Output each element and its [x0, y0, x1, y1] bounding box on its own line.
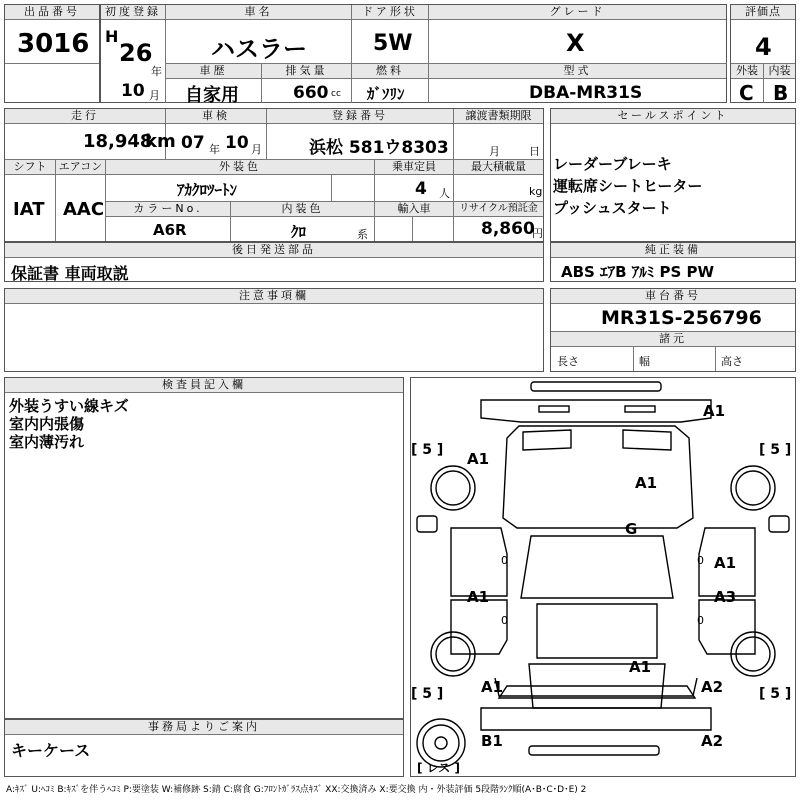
damage-mark: A1 [703, 402, 726, 420]
model-code: DBA-MR31S [529, 83, 643, 103]
fuel: ｶﾞｿﾘﾝ [367, 85, 405, 103]
transfer-day-unit: 日 [529, 145, 540, 158]
front-end-outline [481, 400, 711, 422]
later-parts-text: 保証書 車両取説 [11, 264, 129, 283]
ext-label: 外装 [731, 64, 763, 79]
tire-tread: [ 5 ] [411, 442, 444, 458]
grade-label: グレード [429, 5, 726, 20]
left-rear-door-outline [451, 600, 507, 654]
load-label: 最大積載量 [454, 160, 543, 175]
inspector-note: 室内内張傷 [9, 415, 85, 433]
shift-label: シフト [5, 160, 55, 175]
capacity-unit: 人 [439, 187, 450, 200]
spare-wheel [417, 719, 465, 767]
interior-color: ｸﾛ [291, 223, 307, 241]
transfer-label: 譲渡書類期限 [454, 109, 543, 124]
notes-box [4, 288, 544, 372]
ext-grade: C [739, 81, 754, 105]
capacity-label: 乗車定員 [375, 160, 453, 175]
length-label: 長さ [557, 355, 579, 368]
inspector-box [4, 377, 404, 719]
shift: IAT [13, 199, 45, 220]
sales-point: プッシュスタート [553, 199, 672, 217]
reg-year: 26 [119, 39, 153, 67]
import-label: 輸入車 [375, 202, 453, 217]
score: 4 [755, 33, 772, 61]
roof-outline [537, 604, 657, 658]
equipment-text: ABS ｴｱB ｱﾙﾐ PS PW [561, 263, 715, 281]
door-zero: 0 [501, 614, 508, 627]
plate-number: 浜松 581ウ8303 [309, 138, 449, 158]
damage-mark: A1 [629, 658, 652, 676]
equipment-box [550, 242, 796, 282]
history-label: 車歴 [166, 64, 261, 79]
chassis-number: MR31S-256796 [601, 307, 762, 329]
office-text: キーケース [11, 741, 91, 760]
displacement-unit: cc [331, 89, 341, 99]
car-name: ハスラー [211, 35, 307, 63]
inspector-note: 室内薄汚れ [9, 433, 85, 451]
equipment-label: 純正装備 [551, 243, 795, 258]
damage-mark: A2 [701, 678, 724, 696]
legend: A:ｷｽﾞ U:ﾍｺﾐ B:ｷｽﾞを伴うﾍｺﾐ P:要塗装 W:補修跡 S:錆 C:腐食 G:ﾌﾛﾝﾄｶﾞﾗｽ点ｷｽﾞ XX:交換済み X:要交換 内・外装評価 5段階ﾗﾝｸ順(A･B･C･D･E) 2 [6, 785, 587, 795]
car-name-label: 車名 [166, 5, 351, 20]
recycle-unit: 円 [532, 227, 543, 240]
inspector-note: 外装うすい線キズ [9, 397, 129, 415]
left-front-door-outline [451, 528, 507, 596]
insp-year-unit: 年 [209, 143, 220, 156]
width-label: 幅 [639, 355, 650, 368]
rear-quarter-outline [495, 678, 697, 696]
grade: X [566, 29, 585, 57]
recycle-fee: 8,860 [481, 219, 535, 239]
windshield-outline [521, 536, 673, 598]
office-label: 事務局よりご案内 [5, 720, 403, 735]
car-diagram [410, 377, 796, 777]
door-label: ドア形状 [352, 5, 428, 20]
reg-month: 10 [121, 81, 145, 101]
int-color-unit: 系 [357, 228, 368, 241]
mileage: 18,948 [83, 131, 153, 152]
mileage-label: 走行 [5, 109, 165, 124]
door-zero: 0 [697, 614, 704, 627]
wheel-front-right [731, 466, 775, 510]
tire-tread: [ 5 ] [759, 442, 792, 458]
tire-tread: [ 5 ] [759, 686, 792, 702]
rear-bumper-bar [529, 746, 659, 755]
exterior-color: ｱｶｸﾛﾂｰﾄﾝ [177, 181, 238, 199]
int-color-label: 内装色 [231, 202, 374, 217]
ac: AAC [63, 199, 105, 220]
front-grille-left [539, 406, 569, 412]
spare-tire-label: [ レス ] [417, 761, 460, 775]
insp-month: 10 [225, 133, 249, 153]
recycle-label: リサイクル預託金 [454, 202, 543, 217]
door-zero: 0 [697, 554, 704, 567]
color-no-label: カラーNo. [106, 202, 230, 217]
headlight-left [523, 430, 571, 450]
damage-mark: G [625, 520, 638, 538]
hood-outline [503, 426, 693, 528]
era: H [105, 27, 119, 46]
mileage-unit: km [145, 131, 176, 152]
damage-mark: A1 [467, 450, 490, 468]
right-rear-door-outline [699, 600, 755, 654]
mirror-left [417, 516, 437, 532]
damage-mark: A1 [635, 474, 658, 492]
later-parts-box [4, 242, 544, 282]
notes-label: 注意事項欄 [5, 289, 543, 304]
spec-box [4, 108, 544, 242]
insp-month-unit: 月 [251, 143, 262, 156]
score-box [730, 4, 796, 103]
first-reg-label: 初度登録 [101, 5, 165, 20]
color-label: 外装色 [106, 160, 374, 175]
transfer-month-unit: 月 [489, 145, 500, 158]
wheel-front-left [431, 466, 475, 510]
damage-mark: A1 [467, 588, 490, 606]
damage-mark: B1 [481, 732, 503, 750]
sales-point: 運転席シートヒーター [553, 177, 703, 195]
front-bumper-outline [531, 382, 661, 391]
int-label: 内装 [764, 64, 795, 79]
int-grade: B [773, 81, 789, 105]
front-grille-right [625, 406, 655, 412]
sales-point: レーダーブレーキ [553, 155, 672, 173]
mirror-right [769, 516, 789, 532]
month-unit: 月 [149, 89, 160, 102]
model-label: 型式 [429, 64, 726, 79]
ac-label: エアコン [56, 160, 105, 175]
inspector-label: 検査員記入欄 [5, 378, 403, 393]
vehicle-info-box [100, 4, 727, 106]
chassis-box [550, 288, 796, 372]
headlight-right [623, 430, 671, 450]
fuel-label: 燃料 [352, 64, 428, 79]
specs-label: 諸元 [551, 332, 795, 347]
tire-tread: [ 5 ] [411, 686, 444, 702]
car-diagram-drawing [411, 378, 795, 776]
office-box [4, 719, 404, 777]
damage-mark: A3 [714, 588, 737, 606]
load-unit: kg [529, 185, 543, 198]
inspection-label: 車検 [166, 109, 266, 124]
later-parts-label: 後日発送部品 [5, 243, 543, 258]
score-label: 評価点 [731, 5, 795, 20]
capacity: 4 [415, 179, 427, 199]
history: 自家用 [185, 85, 239, 106]
color-number: A6R [153, 221, 187, 239]
insp-year: 07 [181, 133, 205, 153]
plate-label: 登録番号 [267, 109, 453, 124]
displacement: 660 [293, 83, 329, 103]
sales-points-box [550, 108, 796, 242]
sales-points-label: セールスポイント [551, 109, 795, 124]
damage-mark: A1 [481, 678, 504, 696]
year-unit: 年 [151, 65, 162, 78]
door-type: 5W [373, 31, 413, 56]
door-zero: 0 [501, 554, 508, 567]
chassis-label: 車台番号 [551, 289, 795, 304]
damage-mark: A2 [701, 732, 724, 750]
displacement-label: 排気量 [262, 64, 351, 79]
height-label: 高さ [721, 355, 743, 368]
lot-box [4, 4, 100, 103]
rear-bumper-outline [481, 708, 711, 730]
lot-label: 出品番号 [5, 5, 99, 20]
lot-number: 3016 [17, 29, 90, 59]
damage-mark: A1 [714, 554, 737, 572]
